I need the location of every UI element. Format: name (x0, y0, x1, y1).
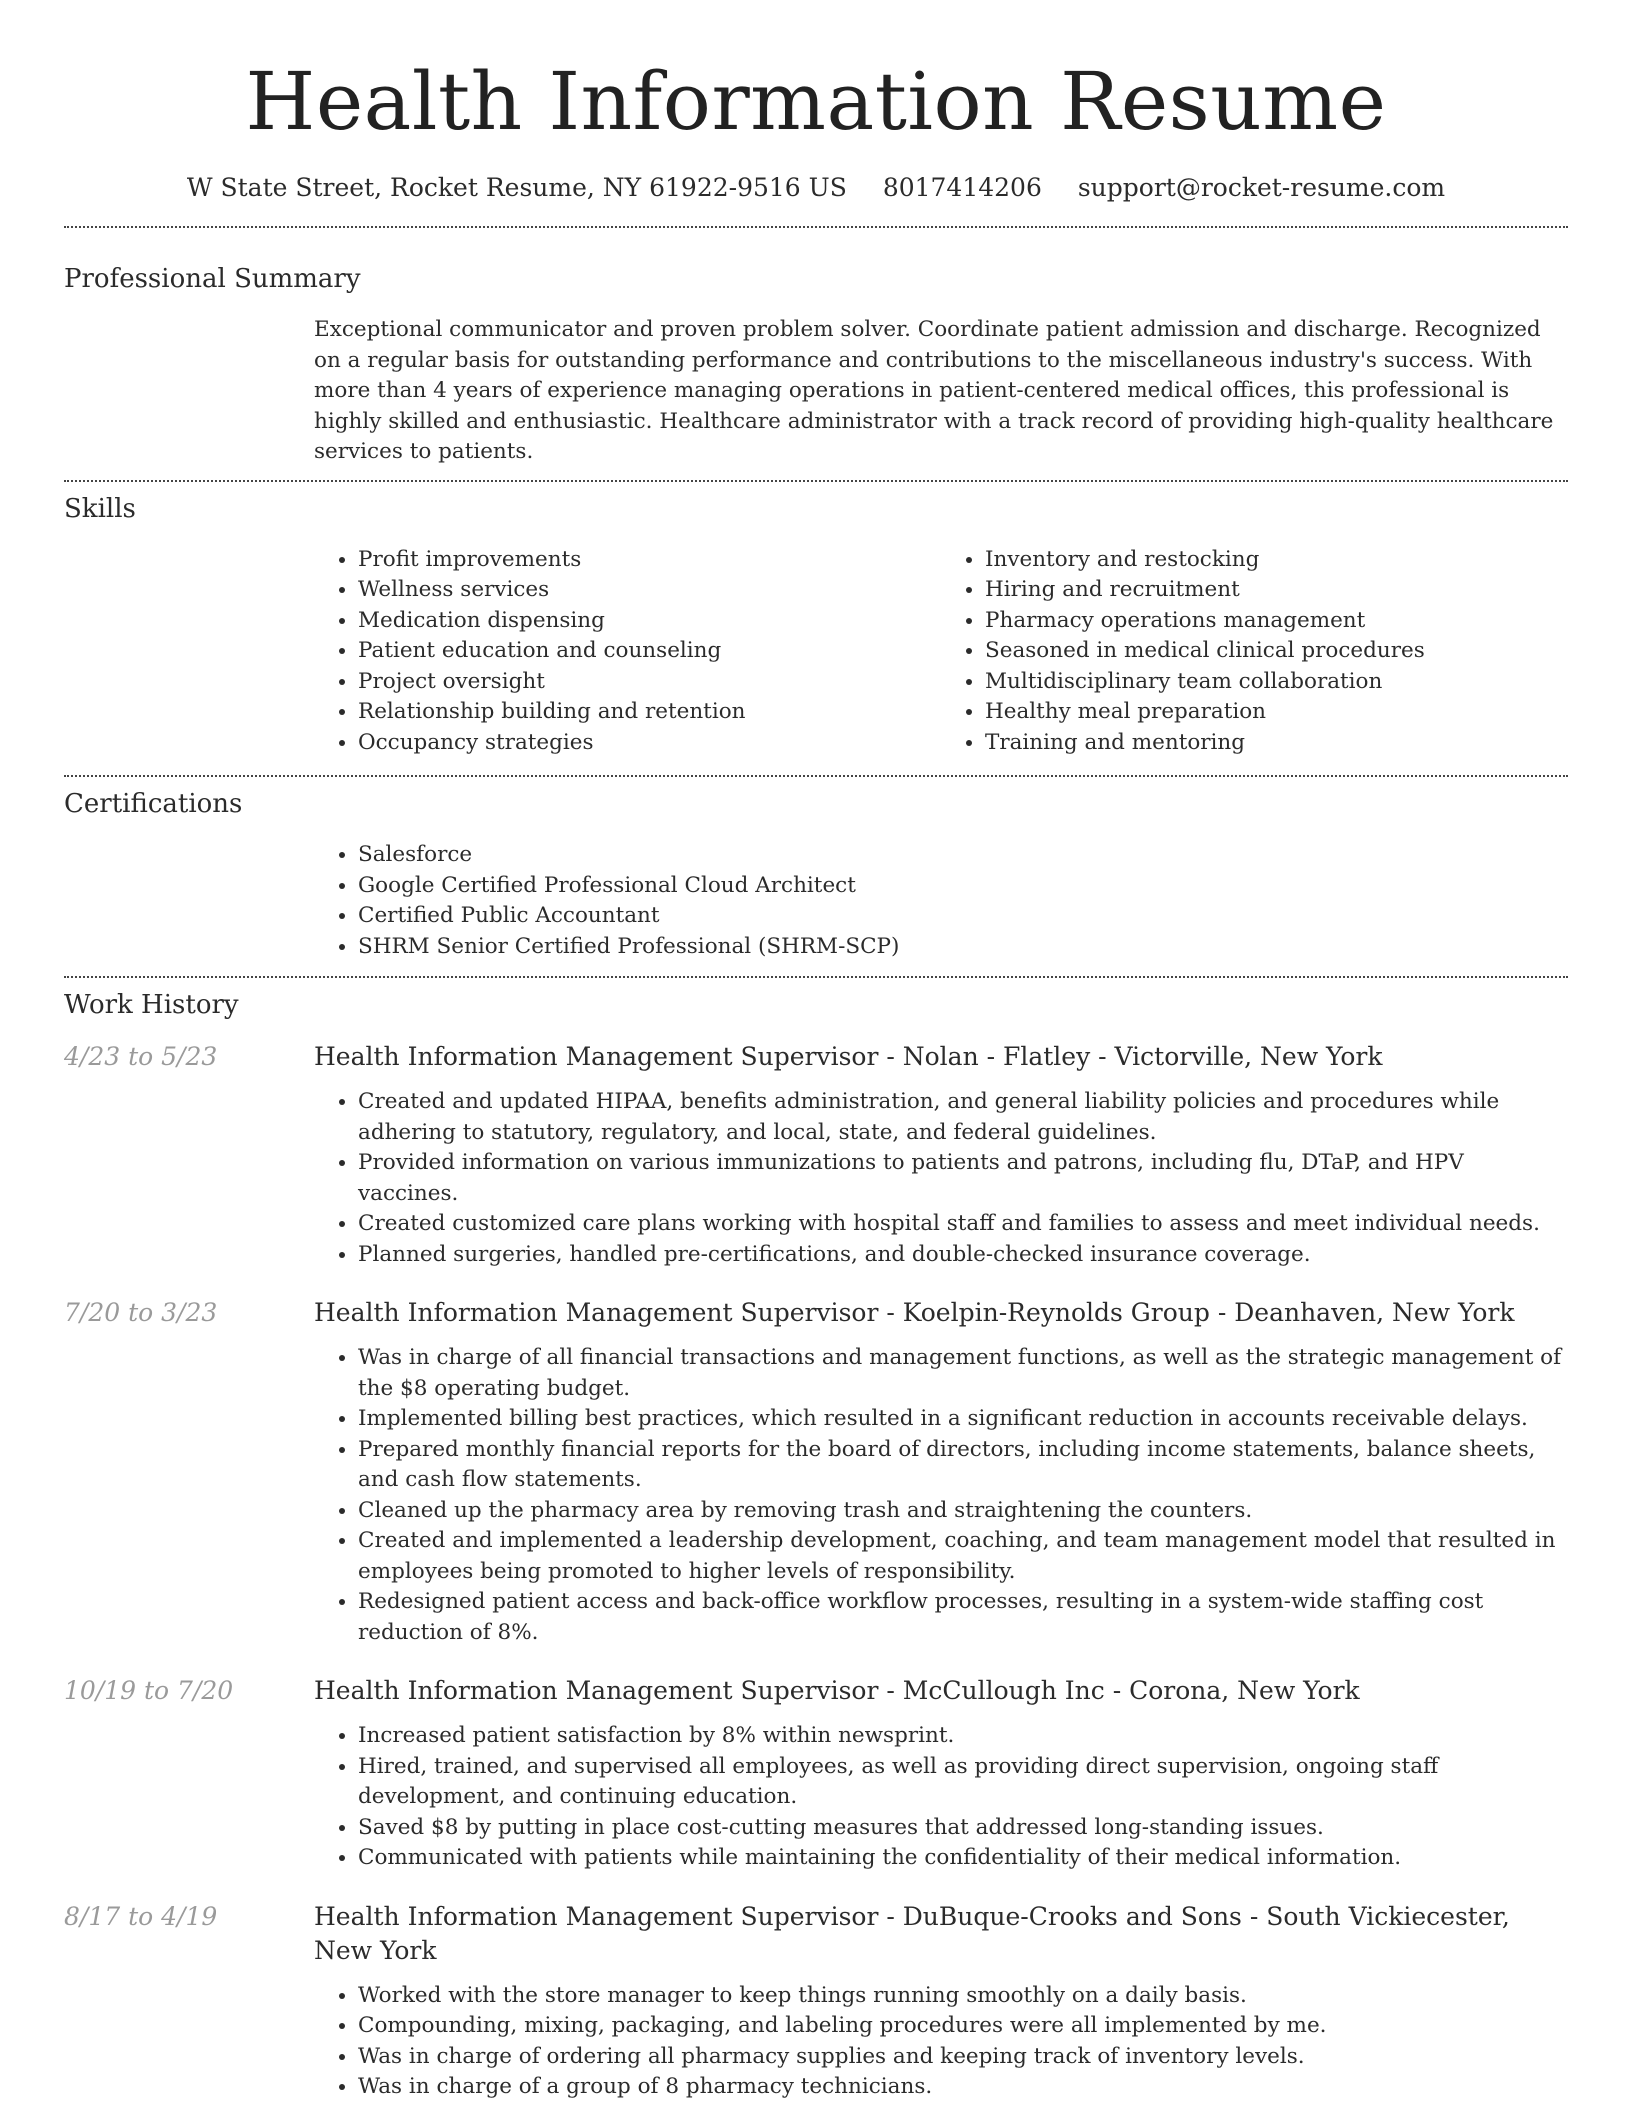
job-bullet: • Cleaned up the pharmacy area by removing trash and straightening the counters. (358, 1496, 1568, 1527)
contact-phone: 8017414206 (882, 173, 1042, 202)
job-title: Health Information Management Supervisor - DuBuque-Crooks and Sons - South Vickiecester, New York (314, 1901, 1510, 1965)
job-bullet: • Hired, trained, and supervised all employees, as well as providing direct supervision, ongoing staff development, and continuing education. (358, 1752, 1568, 1813)
divider (64, 480, 1568, 482)
certifications-list (314, 840, 1568, 962)
certifications-section (64, 787, 1568, 976)
job-title: Health Information Management Supervisor - Nolan - Flatley - Victorville, New York (314, 1042, 1383, 1071)
job-bullet: • Worked with the store manager to keep things running smoothly on a daily basis. (358, 1981, 1568, 2012)
job-bullet: • Was in charge of ordering all pharmacy supplies and keeping track of inventory levels. (358, 2042, 1568, 2073)
skill-item: • Relationship building and retention (358, 697, 941, 728)
job-dates: 8/17 to 4/19 (64, 1901, 218, 1931)
certification-item: • Google Certified Professional Cloud Architect (358, 871, 1568, 902)
certification-item: • SHRM Senior Certified Professional (SHRM-SCP) (358, 932, 1568, 963)
job-dates: 10/19 to 7/20 (64, 1676, 234, 1705)
job-entry (64, 1040, 1568, 1270)
skill-item: • Healthy meal preparation (985, 697, 1568, 728)
skill-item: • Seasoned in medical clinical procedures (985, 636, 1568, 667)
skill-item: • Hiring and recruitment (985, 575, 1568, 606)
certifications-content (314, 840, 1568, 976)
skill-item: • Wellness services (358, 575, 941, 606)
job-entry (64, 1296, 1568, 1648)
skill-item: • Project oversight (358, 667, 941, 698)
job-title: Health Information Management Supervisor - McCullough Inc - Corona, New York (314, 1676, 1360, 1705)
section-heading-certifications: Certifications (64, 789, 243, 819)
skill-item: • Medication dispensing (358, 606, 941, 637)
divider (64, 775, 1568, 777)
job-bullet: • Provided information on various immunizations to patients and patrons, including flu, DTaP, and HPV vaccines. (358, 1148, 1568, 1209)
skill-item: • Pharmacy operations management (985, 606, 1568, 637)
skill-item: • Inventory and restocking (985, 545, 1568, 576)
contact-email: support@rocket-resume.com (1077, 173, 1446, 202)
job-dates: 7/20 to 3/23 (64, 1298, 218, 1327)
skill-item: • Occupancy strategies (358, 728, 941, 759)
job-bullets (314, 1343, 1568, 1648)
job-entry (64, 1900, 1568, 2103)
job-bullet: • Saved $8 by putting in place cost-cutting measures that addressed long-standing issues. (358, 1813, 1568, 1844)
summary-section (64, 262, 1568, 480)
job-title: Health Information Management Supervisor - Koelpin-Reynolds Group - Deanhaven, New York (314, 1298, 1515, 1327)
job-bullet: • Was in charge of all financial transactions and management functions, as well as the strategic management of the $8 operating budget. (358, 1343, 1568, 1404)
contact-address: W State Street, Rocket Resume, NY 61922-9516 US (186, 173, 847, 202)
section-heading-work-history: Work History (64, 990, 239, 1020)
skill-item: • Training and mentoring (985, 728, 1568, 759)
certification-item: • Certified Public Accountant (358, 901, 1568, 932)
skill-item: • Profit improvements (358, 545, 941, 576)
work-history-section (64, 988, 1568, 2103)
resume-page (64, 0, 1568, 2103)
job-bullets (314, 1981, 1568, 2103)
divider (64, 976, 1568, 978)
skills-columns (314, 545, 1568, 776)
divider (64, 226, 1568, 228)
job-bullets (314, 1087, 1568, 1270)
section-heading-skills: Skills (64, 493, 136, 524)
job-bullet: • Increased patient satisfaction by 8% within newsprint. (358, 1721, 1568, 1752)
job-bullet: • Implemented billing best practices, which resulted in a significant reduction in accounts receivable delays. (358, 1404, 1568, 1435)
skills-section (64, 492, 1568, 776)
job-entry (64, 1674, 1568, 1874)
job-bullet: • Redesigned patient access and back-office workflow processes, resulting in a system-wide staffing cost reduction of 8%. (358, 1587, 1568, 1648)
job-bullets (314, 1721, 1568, 1874)
job-bullet: • Created and updated HIPAA, benefits administration, and general liability policies and procedures while adhering to statutory, regulatory, and local, state, and federal guidelines. (358, 1087, 1568, 1148)
job-bullet: • Created customized care plans working with hospital staff and families to assess and meet individual needs. (358, 1209, 1568, 1240)
job-list (64, 1040, 1568, 2103)
skill-item: • Multidisciplinary team collaboration (985, 667, 1568, 698)
skills-list-right (941, 545, 1568, 759)
section-heading-summary: Professional Summary (64, 264, 361, 294)
job-bullet: • Prepared monthly financial reports for the board of directors, including income statements, balance sheets, and cash flow statements. (358, 1435, 1568, 1496)
skill-item: • Patient education and counseling (358, 636, 941, 667)
job-bullet: • Compounding, mixing, packaging, and labeling procedures were all implemented by me. (358, 2011, 1568, 2042)
skills-list-left (314, 545, 941, 759)
summary-text: Exceptional communicator and proven problem solver. Coordinate patient admission and discharge. Recognized on a regular basis for outstanding performance and contributions to the miscellaneous industry's success. With more than 4 years of experience managing operations in patient-centered medical offices, this professional is highly skilled and enthusiastic. Healthcare administrator with a track record of providing high-quality healthcare services to patients. (314, 317, 1554, 464)
job-bullet: • Was in charge of a group of 8 pharmacy technicians. (358, 2072, 1568, 2103)
job-bullet: • Planned surgeries, handled pre-certifications, and double-checked insurance coverage. (358, 1240, 1568, 1271)
resume-title: Health Information Resume (245, 55, 1387, 148)
job-dates: 4/23 to 5/23 (64, 1042, 218, 1071)
certification-item: • Salesforce (358, 840, 1568, 871)
contact-line (64, 172, 1568, 204)
job-bullet: • Communicated with patients while maintaining the confidentiality of their medical information. (358, 1843, 1568, 1874)
job-bullet: • Created and implemented a leadership development, coaching, and team management model that resulted in employees being promoted to higher levels of responsibility. (358, 1526, 1568, 1587)
